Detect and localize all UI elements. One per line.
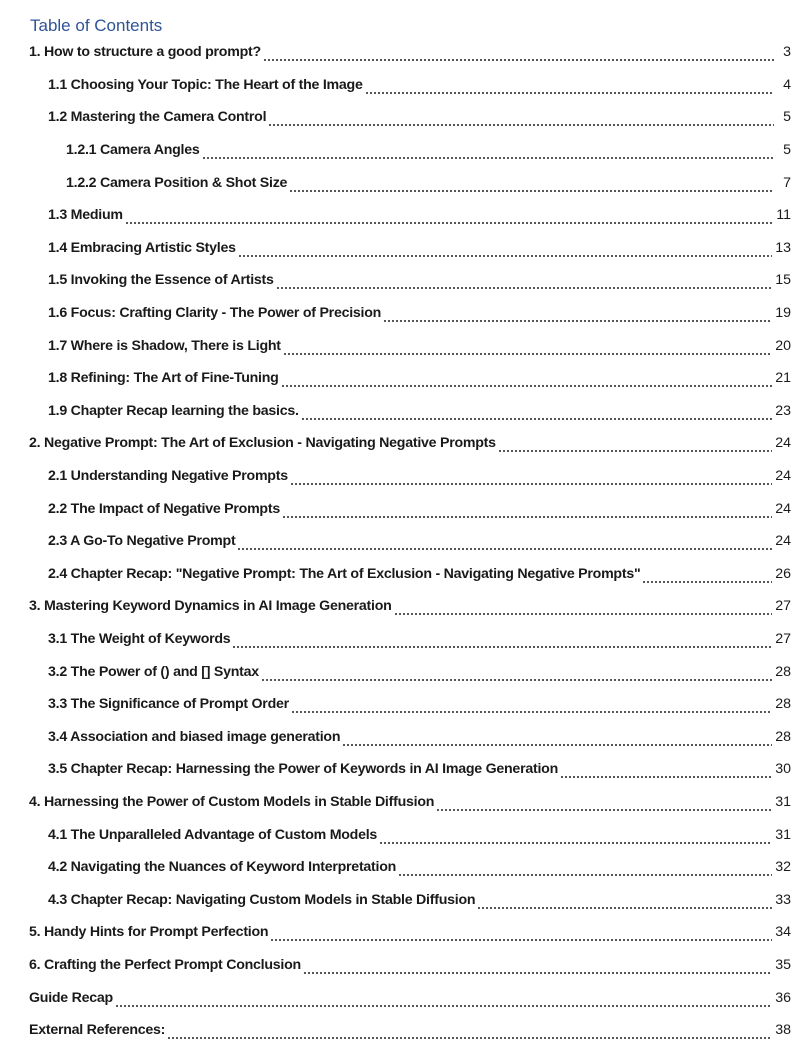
toc-entry[interactable] — [0, 427, 800, 460]
toc-entry[interactable] — [0, 655, 800, 688]
toc-entry-page-number[interactable]: 35 — [775, 956, 791, 973]
dot-leader — [283, 342, 772, 356]
dot-leader — [383, 309, 772, 323]
toc-entry-label[interactable]: 1.2 Mastering the Camera Control — [48, 109, 267, 126]
dot-leader — [642, 570, 772, 584]
toc-entry-page-number[interactable]: 5 — [783, 109, 791, 126]
toc-entry-page-number[interactable]: 21 — [775, 370, 791, 387]
dot-leader — [394, 602, 773, 616]
toc-entry-label[interactable]: 6. Crafting the Perfect Prompt Conclusion — [29, 956, 301, 973]
dot-leader — [125, 211, 774, 225]
dot-leader — [263, 48, 774, 62]
toc-entry-label[interactable]: 4. Harnessing the Power of Custom Models in Stable Diffusion — [29, 793, 435, 810]
toc-entry-label[interactable]: Guide Recap — [29, 989, 113, 1006]
toc-entry-label[interactable]: 2.4 Chapter Recap: "Negative Prompt: The Art of Exclusion - Navigating Negative Prompts" — [48, 565, 641, 582]
toc-entry-label[interactable]: 3. Mastering Keyword Dynamics in AI Image Generation — [29, 598, 392, 615]
toc-entry[interactable] — [0, 753, 800, 786]
toc-entry-page-number[interactable]: 34 — [775, 924, 791, 941]
toc-entry[interactable] — [0, 688, 800, 721]
toc-entry-page-number[interactable]: 36 — [775, 989, 791, 1006]
toc-entry-page-number[interactable]: 7 — [783, 174, 791, 191]
dot-leader — [436, 798, 772, 812]
toc-entry-page-number[interactable]: 24 — [775, 468, 791, 485]
toc-entry[interactable] — [0, 720, 800, 753]
toc-entry[interactable] — [0, 949, 800, 982]
dot-leader — [301, 407, 773, 421]
toc-list — [0, 36, 800, 1046]
dot-leader — [379, 831, 772, 845]
toc-entry[interactable] — [0, 492, 800, 525]
toc-entry[interactable] — [0, 199, 800, 232]
toc-entry-page-number[interactable]: 31 — [775, 793, 791, 810]
toc-entry-page-number[interactable]: 13 — [775, 239, 791, 256]
toc-entry-label[interactable]: 3.5 Chapter Recap: Harnessing the Power of Keywords in AI Image Generation — [48, 761, 558, 778]
toc-entry-label[interactable]: 3.1 The Weight of Keywords — [48, 630, 231, 647]
toc-entry-label[interactable]: 1.1 Choosing Your Topic: The Heart of the Image — [48, 76, 363, 93]
toc-entry-label[interactable]: 3.4 Association and biased image generation — [48, 728, 341, 745]
toc-entry-page-number[interactable]: 15 — [775, 272, 791, 289]
toc-entry-page-number[interactable]: 11 — [776, 207, 791, 224]
toc-entry[interactable] — [0, 558, 800, 591]
toc-entry-label[interactable]: 3.3 The Significance of Prompt Order — [48, 696, 289, 713]
dot-leader — [238, 244, 772, 258]
toc-entry-label[interactable]: 1.8 Refining: The Art of Fine-Tuning — [48, 370, 279, 387]
dot-leader — [261, 668, 772, 682]
toc-entry-label[interactable]: 5. Handy Hints for Prompt Perfection — [29, 924, 269, 941]
toc-entry[interactable] — [0, 232, 800, 265]
toc-entry-label[interactable]: 1.2.2 Camera Position & Shot Size — [66, 174, 288, 191]
toc-entry-label[interactable]: 1.2.1 Camera Angles — [66, 142, 200, 159]
dot-leader — [398, 863, 772, 877]
toc-entry-label[interactable]: 1.3 Medium — [48, 207, 123, 224]
dot-leader — [291, 700, 772, 714]
toc-entry-label[interactable]: 2. Negative Prompt: The Art of Exclusion - Navigating Negative Prompts — [29, 435, 496, 452]
dot-leader — [303, 961, 772, 975]
toc-entry-page-number[interactable]: 33 — [775, 891, 791, 908]
toc-entry[interactable] — [0, 623, 800, 656]
dot-leader — [281, 374, 773, 388]
toc-entry-page-number[interactable]: 5 — [783, 142, 791, 159]
dot-leader — [290, 472, 772, 486]
toc-entry-page-number[interactable]: 20 — [775, 337, 791, 354]
dot-leader — [202, 146, 774, 160]
dot-leader — [115, 994, 772, 1008]
toc-entry-label[interactable]: 1.6 Focus: Crafting Clarity - The Power of Precision — [48, 305, 382, 322]
dot-leader — [560, 765, 772, 779]
toc-entry[interactable] — [0, 590, 800, 623]
toc-entry[interactable] — [0, 525, 800, 558]
toc-entry[interactable] — [0, 883, 800, 916]
toc-entry-page-number[interactable]: 38 — [775, 1022, 791, 1039]
toc-entry-page-number[interactable]: 4 — [783, 76, 791, 93]
toc-entry-label[interactable]: 1.7 Where is Shadow, There is Light — [48, 337, 281, 354]
toc-entry-page-number[interactable]: 24 — [775, 533, 791, 550]
toc-entry-page-number[interactable]: 3 — [783, 44, 791, 61]
toc-entry-page-number[interactable]: 27 — [775, 630, 791, 647]
dot-leader — [477, 896, 772, 910]
dot-leader — [270, 928, 772, 942]
toc-entry-label[interactable]: 1. How to structure a good prompt? — [29, 44, 261, 61]
toc-entry-page-number[interactable]: 24 — [775, 500, 791, 517]
dot-leader — [365, 81, 774, 95]
toc-entry-label[interactable]: 3.2 The Power of () and [] Syntax — [48, 663, 259, 680]
toc-entry[interactable] — [0, 362, 800, 395]
toc-entry-label[interactable]: 4.2 Navigating the Nuances of Keyword Interpretation — [48, 859, 397, 876]
toc-entry-label[interactable]: 2.3 A Go-To Negative Prompt — [48, 533, 236, 550]
toc-entry[interactable] — [0, 264, 800, 297]
toc-entry[interactable] — [0, 36, 800, 69]
toc-entry-label[interactable]: 4.3 Chapter Recap: Navigating Custom Models in Stable Diffusion — [48, 891, 476, 908]
toc-entry-page-number[interactable]: 23 — [775, 402, 791, 419]
toc-entry-page-number[interactable]: 28 — [775, 728, 791, 745]
toc-entry[interactable] — [0, 981, 800, 1014]
toc-entry-label[interactable]: 1.4 Embracing Artistic Styles — [48, 239, 236, 256]
dot-leader — [342, 733, 772, 747]
toc-entry[interactable] — [0, 297, 800, 330]
toc-entry[interactable] — [0, 395, 800, 428]
toc-entry[interactable] — [0, 1014, 800, 1047]
toc-entry-label[interactable]: 1.9 Chapter Recap learning the basics. — [48, 402, 299, 419]
dot-leader — [268, 113, 774, 127]
dot-leader — [289, 179, 774, 193]
toc-entry[interactable] — [0, 134, 800, 167]
toc-entry-page-number[interactable]: 28 — [775, 696, 791, 713]
dot-leader — [167, 1026, 772, 1040]
toc-entry-label[interactable]: External References: — [29, 1022, 166, 1039]
dot-leader — [237, 537, 772, 551]
dot-leader — [282, 505, 772, 519]
toc-entry[interactable] — [0, 916, 800, 949]
toc-entry-label[interactable]: 2.1 Understanding Negative Prompts — [48, 468, 288, 485]
toc-entry-page-number[interactable]: 24 — [775, 435, 791, 452]
toc-entry-page-number[interactable]: 31 — [775, 826, 791, 843]
toc-entry-label[interactable]: 4.1 The Unparalleled Advantage of Custom Models — [48, 826, 378, 843]
toc-entry-page-number[interactable]: 32 — [775, 859, 791, 876]
toc-entry[interactable] — [0, 851, 800, 884]
toc-entry-page-number[interactable]: 26 — [775, 565, 791, 582]
toc-entry[interactable] — [0, 101, 800, 134]
toc-entry-label[interactable]: 2.2 The Impact of Negative Prompts — [48, 500, 280, 517]
dot-leader — [276, 276, 773, 290]
toc-entry-page-number[interactable]: 27 — [775, 598, 791, 615]
toc-entry[interactable] — [0, 786, 800, 819]
toc-entry[interactable] — [0, 69, 800, 102]
toc-entry[interactable] — [0, 166, 800, 199]
toc-entry[interactable] — [0, 329, 800, 362]
toc-entry-page-number[interactable]: 19 — [775, 305, 791, 322]
toc-entry[interactable] — [0, 460, 800, 493]
toc-entry-page-number[interactable]: 28 — [775, 663, 791, 680]
toc-entry[interactable] — [0, 818, 800, 851]
toc-entry-page-number[interactable]: 30 — [775, 761, 791, 778]
toc-heading: Table of Contents — [30, 16, 163, 35]
dot-leader — [232, 635, 772, 649]
toc-entry-label[interactable]: 1.5 Invoking the Essence of Artists — [48, 272, 274, 289]
dot-leader — [498, 439, 772, 453]
